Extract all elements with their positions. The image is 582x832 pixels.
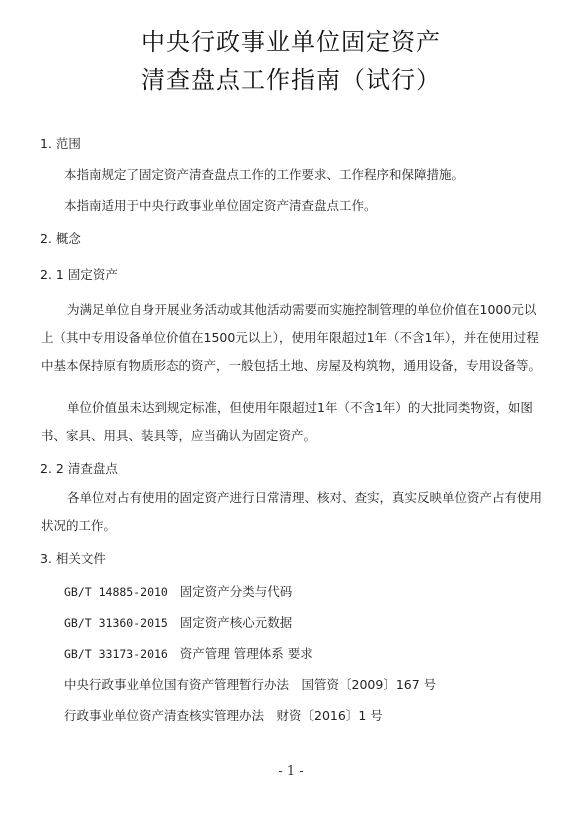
section-heading-scope: 1. 范围 — [40, 136, 81, 151]
document-title-line-2: 清查盘点工作指南（试行） — [141, 66, 441, 94]
subsection-heading-fixed-assets: 2. 1 固定资产 — [40, 267, 118, 282]
fixed-assets-definition-paragraph: 为满足单位自身开展业务活动或其他活动需要而实施控制管理的单位价值在1000元以上（其中专用设备单位价值在1500元以上），使用年限超过1年（不含1年），并在使用过程中基本保持原有物质形态的资产，一般包括土地、房屋及构筑物，通用设备，专用设备等。 — [41, 302, 542, 373]
document-title-line-1: 中央行政事业单位固定资产 — [141, 28, 441, 56]
reference-name: 行政事业单位资产清查核实管理办法 财资〔2016〕1 号 — [64, 708, 383, 723]
reference-item — [64, 675, 436, 693]
reference-code: GB/T 14885-2010 — [64, 585, 168, 599]
reference-code: GB/T 33173-2016 — [64, 647, 168, 661]
section-heading-related-documents: 3. 相关文件 — [40, 551, 106, 566]
reference-item — [64, 613, 292, 631]
scope-paragraph-2: 本指南适用于中央行政事业单位固定资产清查盘点工作。 — [64, 198, 377, 213]
reference-item — [64, 582, 292, 600]
subsection-heading-inventory: 2. 2 清查盘点 — [40, 461, 118, 476]
reference-name: 固定资产核心元数据 — [179, 615, 293, 630]
section-heading-concepts: 2. 概念 — [40, 231, 81, 246]
reference-code: GB/T 31360-2015 — [64, 616, 168, 630]
fixed-assets-note-paragraph: 单位价值虽未达到规定标准，但使用年限超过1年（不含1年）的大批同类物资，如图书、家具、用具、装具等，应当确认为固定资产。 — [41, 400, 533, 443]
reference-item — [64, 706, 383, 724]
reference-name: 资产管理 管理体系 要求 — [179, 646, 313, 661]
reference-item — [64, 644, 313, 662]
scope-paragraph-1: 本指南规定了固定资产清查盘点工作的工作要求、工作程序和保障措施。 — [64, 167, 465, 182]
inventory-definition-paragraph: 各单位对占有使用的固定资产进行日常清理、核对、查实，真实反映单位资产占有使用状况的工作。 — [41, 490, 543, 533]
reference-name: 中央行政事业单位国有资产管理暂行办法 国管资〔2009〕167 号 — [64, 677, 437, 692]
reference-name: 固定资产分类与代码 — [179, 584, 293, 599]
page-number: - 1 - — [278, 764, 304, 779]
